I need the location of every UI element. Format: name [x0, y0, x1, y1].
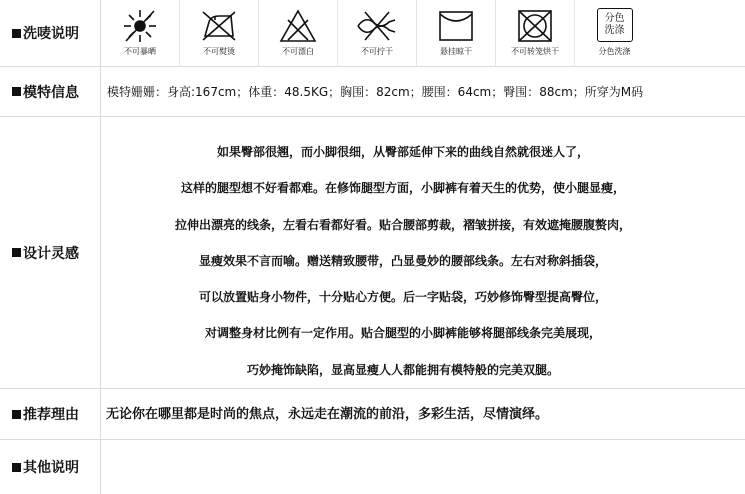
design-line: 这样的腿型想不好看都难。在修饰腿型方面，小脚裤有着天生的优势，使小腿显瘦， [180, 181, 625, 196]
wash-icon-item [180, 0, 259, 66]
icon-caption: 不可熨烫 [203, 47, 235, 56]
no-bleach-icon [276, 8, 320, 44]
wash-label: 洗唛说明 [0, 0, 101, 66]
reason-label: 推荐理由 [0, 389, 101, 439]
design-line: 拉伸出漂亮的线条，左看右看都好看。贴合腰部剪裁，褶皱拼接，有效遮掩腰腹赘肉， [174, 217, 631, 232]
wash-row [0, 0, 745, 67]
design-line: 如果臀部很翘，而小脚很细，从臀部延伸下来的曲线自然就很迷人了， [216, 145, 589, 159]
wash-icon-item [496, 0, 575, 66]
icon-caption: 不可拧干 [361, 47, 393, 56]
other-row [0, 440, 745, 494]
design-line: 显瘦效果不言而喻。赠送精致腰带，凸显曼妙的腰部线条。左右对称斜插袋， [198, 253, 607, 268]
wash-icon-item [338, 0, 417, 66]
model-info-text: 模特姗姗：身高:167cm；体重：48.5KG；胸围：82cm；腰围：64cm；臀围：88cm；所穿为M码 [107, 85, 644, 99]
wash-icons [101, 0, 745, 66]
design-row [0, 117, 745, 389]
bullet-square [12, 29, 21, 38]
wash-icon-item [101, 0, 180, 66]
hang-dry-icon [434, 8, 478, 44]
bullet-square [12, 410, 21, 419]
bullet-square [12, 87, 21, 96]
no-tumble-dry-icon [513, 8, 557, 44]
design-line: 巧妙掩饰缺陷，显高显瘦人人都能拥有模特般的完美双腿。 [246, 362, 559, 377]
wash-icon-item [259, 0, 338, 66]
model-row [0, 67, 745, 117]
no-iron-icon [197, 8, 241, 44]
reason-text: 无论你在哪里都是时尚的焦点，永远走在潮流的前沿，多彩生活，尽情演绎。 [106, 407, 549, 422]
icon-caption: 不可暴晒 [124, 47, 156, 56]
reason-row [0, 389, 745, 440]
design-paragraph [101, 117, 745, 388]
model-label: 模特信息 [0, 67, 101, 116]
design-line: 可以放置贴身小物件，十分贴心方便。后一字贴袋，巧妙修饰臀型提高臀位， [198, 290, 607, 305]
icon-caption: 不可漂白 [282, 47, 314, 56]
no-sun-dry-icon [118, 8, 162, 44]
icon-caption: 不可转笼烘干 [511, 47, 559, 56]
other-text [101, 440, 745, 494]
no-wring-icon [355, 8, 399, 44]
design-label: 设计灵感 [0, 117, 101, 388]
wash-separately-icon: 分色 洗涤 [597, 8, 633, 42]
wash-icon-item [575, 0, 654, 66]
icon-caption: 悬挂晾干 [440, 47, 472, 56]
icon-caption: 分色洗涤 [598, 47, 631, 56]
bullet-square [12, 248, 21, 257]
design-line: 对调整身材比例有一定作用。贴合腿型的小脚裤能够将腿部线条完美展现， [204, 326, 601, 341]
other-label: 其他说明 [0, 440, 101, 494]
wash-icon-item [417, 0, 496, 66]
bullet-square [12, 463, 21, 472]
